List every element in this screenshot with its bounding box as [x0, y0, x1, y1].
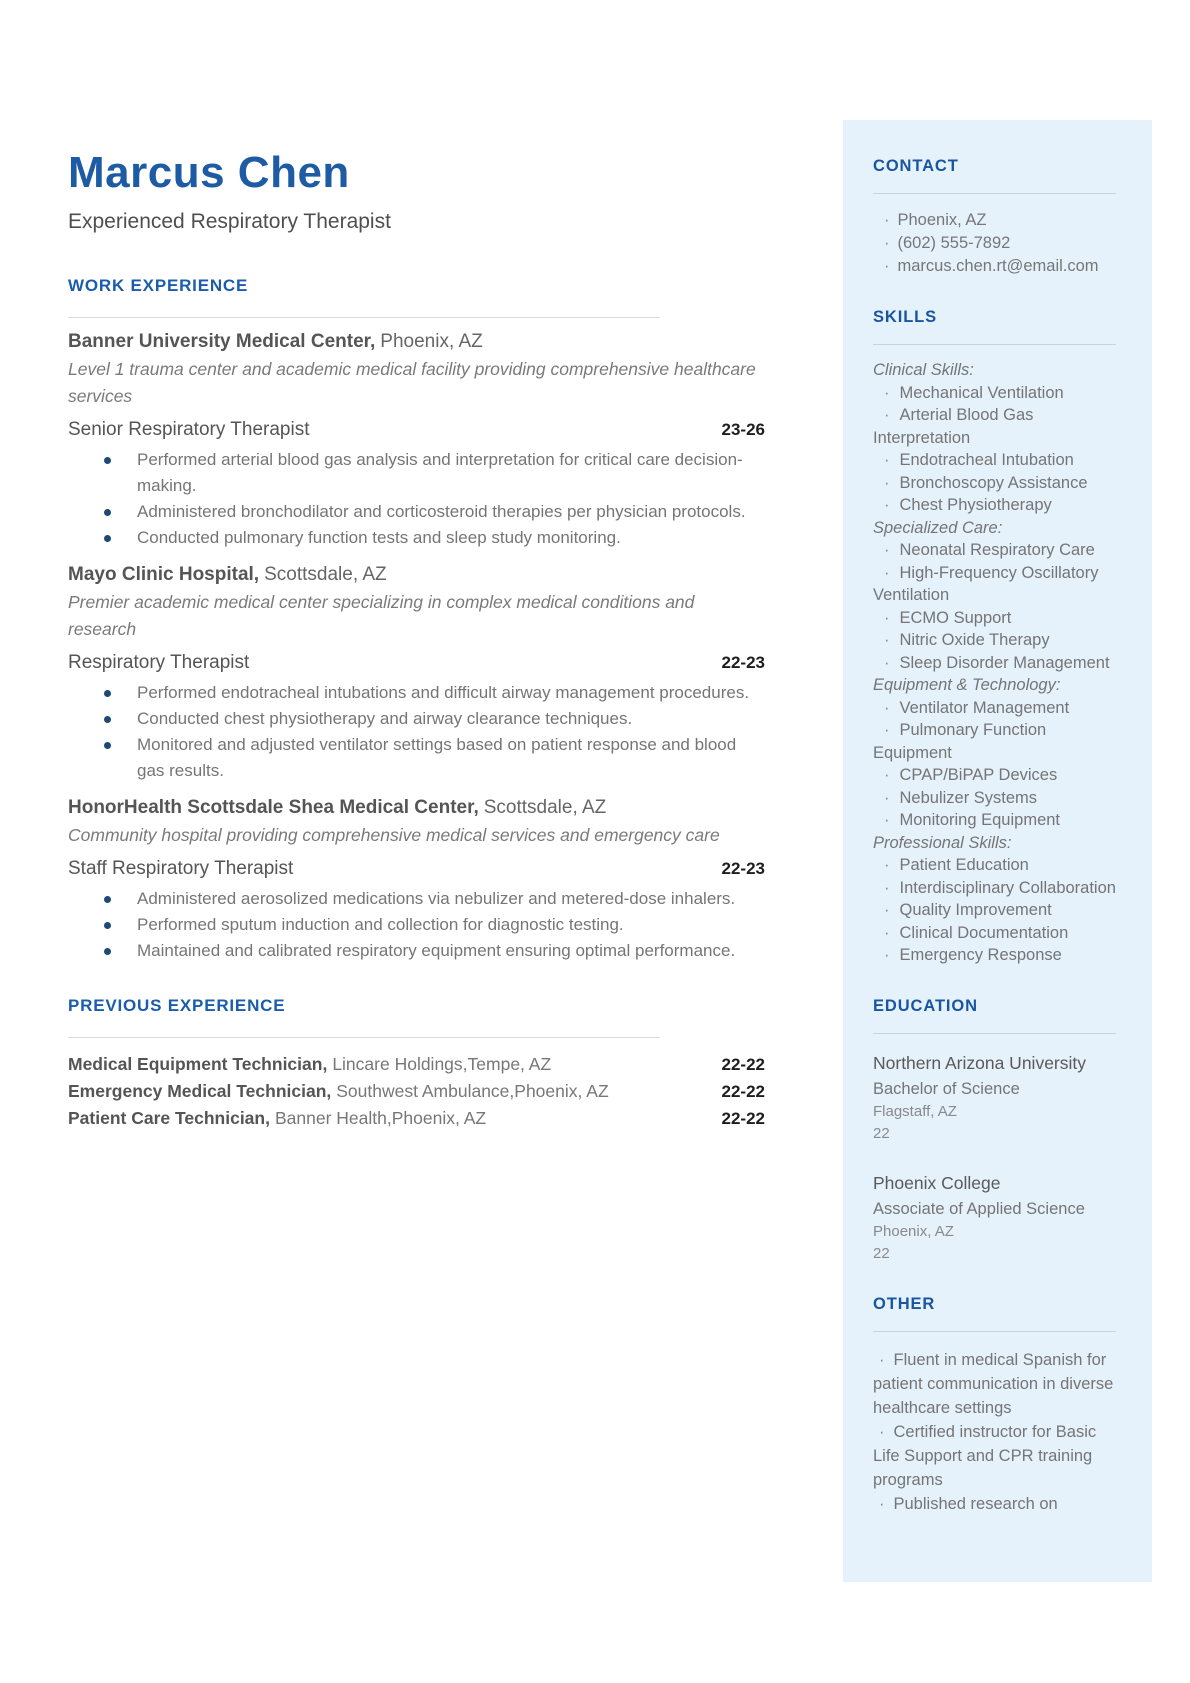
contact-location: · Phoenix, AZ	[873, 209, 1116, 232]
skill-item: · Emergency Response	[873, 944, 1116, 967]
skills-list	[873, 359, 1116, 967]
sidebar-divider	[873, 1033, 1116, 1034]
person-title: Experienced Respiratory Therapist	[68, 210, 391, 233]
skill-item: · Arterial Blood Gas Interpretation	[873, 404, 1116, 449]
job-bullet: Performed sputum induction and collection for diagnostic testing.	[68, 912, 765, 938]
other-section	[873, 1295, 1116, 1516]
contact-heading: CONTACT	[873, 157, 959, 175]
company-location: Scottsdale, AZ	[264, 564, 387, 585]
education-entry	[873, 1051, 1116, 1145]
company-name: Banner University Medical Center,	[68, 331, 376, 352]
contact-section	[873, 157, 1116, 278]
sidebar-content	[843, 120, 1152, 1516]
job-bullet-list	[68, 680, 765, 784]
company-line	[68, 329, 765, 354]
contact-list	[873, 209, 1116, 278]
prev-role: Medical Equipment Technician,	[68, 1054, 328, 1074]
prev-dates: 22-22	[721, 1055, 765, 1074]
job-bullet: Monitored and adjusted ventilator settings based on patient response and blood gas results.	[68, 732, 765, 784]
company-location: Scottsdale, AZ	[483, 797, 607, 818]
job-bullet: Performed arterial blood gas analysis and interpretation for critical care decision-making.	[68, 447, 765, 499]
skill-item: · Nebulizer Systems	[873, 787, 1116, 810]
school-name: Northern Arizona University	[873, 1052, 1086, 1073]
job-bullet: Administered bronchodilator and corticosteroid therapies per physician protocols.	[68, 499, 765, 525]
other-item: · Certified instructor for Basic Life Support and CPR training programs	[873, 1420, 1116, 1492]
job-dates: 22-23	[721, 653, 765, 672]
company-description: Premier academic medical center specializing in complex medical conditions and research	[68, 592, 695, 639]
job-bullet-list	[68, 447, 765, 551]
school-location: Flagstaff, AZ	[873, 1102, 957, 1120]
role-line	[68, 419, 765, 441]
skill-item: · Pulmonary Function Equipment	[873, 719, 1116, 764]
skill-item: · Mechanical Ventilation	[873, 382, 1116, 405]
prev-role: Emergency Medical Technician,	[68, 1081, 332, 1101]
skill-item: · Endotracheal Intubation	[873, 449, 1116, 472]
skill-item: · Nitric Oxide Therapy	[873, 629, 1116, 652]
skill-group-label: Professional Skills:	[873, 833, 1012, 852]
skill-item: · High-Frequency Oscillatory Ventilation	[873, 562, 1116, 607]
graduation-year: 22	[873, 1124, 890, 1142]
skill-item: · Sleep Disorder Management	[873, 652, 1116, 675]
other-heading: OTHER	[873, 1294, 936, 1313]
skill-item: · ECMO Support	[873, 607, 1116, 630]
contact-email: · marcus.chen.rt@email.com	[873, 255, 1116, 278]
prev-dates: 22-22	[721, 1109, 765, 1128]
skill-item: · Bronchoscopy Assistance	[873, 472, 1116, 495]
skill-item: · Clinical Documentation	[873, 922, 1116, 945]
prev-company: Southwest Ambulance,Phoenix, AZ	[336, 1081, 609, 1101]
main-column	[68, 148, 765, 1132]
previous-experience-row	[68, 1051, 765, 1078]
other-list	[873, 1348, 1116, 1516]
skill-item: · Monitoring Equipment	[873, 809, 1116, 832]
job-title: Staff Respiratory Therapist	[68, 858, 294, 879]
job-bullet-list	[68, 886, 765, 964]
company-line	[68, 795, 765, 820]
work-experience-heading: WORK EXPERIENCE	[68, 276, 249, 295]
company-name: HonorHealth Scottsdale Shea Medical Center,	[68, 797, 479, 818]
skills-heading: SKILLS	[873, 308, 938, 326]
education-section	[873, 997, 1116, 1265]
prev-dates: 22-22	[721, 1082, 765, 1101]
prev-role: Patient Care Technician,	[68, 1108, 270, 1128]
graduation-year: 22	[873, 1244, 890, 1262]
education-entry	[873, 1171, 1116, 1265]
job-title: Respiratory Therapist	[68, 652, 250, 673]
sidebar	[843, 120, 1152, 1582]
person-name: Marcus Chen	[68, 148, 350, 197]
other-item: · Published research on	[873, 1492, 1116, 1516]
school-name: Phoenix College	[873, 1172, 1001, 1193]
skill-item: · Chest Physiotherapy	[873, 494, 1116, 517]
job-bullet: Performed endotracheal intubations and difficult airway management procedures.	[68, 680, 765, 706]
school-location: Phoenix, AZ	[873, 1222, 954, 1240]
job-entry	[68, 562, 765, 784]
role-line	[68, 858, 765, 880]
previous-experience-list	[68, 1051, 765, 1132]
other-item: · Fluent in medical Spanish for patient communication in diverse healthcare settings	[873, 1348, 1116, 1420]
job-bullet: Maintained and calibrated respiratory equipment ensuring optimal performance.	[68, 938, 765, 964]
skills-section	[873, 308, 1116, 967]
skill-group-label: Equipment & Technology:	[873, 676, 1061, 694]
previous-experience-row	[68, 1078, 765, 1105]
company-line	[68, 562, 765, 587]
skill-group-label: Specialized Care:	[873, 518, 1003, 537]
company-location: Phoenix, AZ	[380, 331, 483, 352]
section-divider	[68, 317, 660, 318]
role-line	[68, 652, 765, 674]
skill-item: · Ventilator Management	[873, 697, 1116, 720]
skill-group-label: Clinical Skills:	[873, 361, 974, 379]
sidebar-divider	[873, 193, 1116, 194]
job-title: Senior Respiratory Therapist	[68, 419, 310, 440]
job-entry	[68, 329, 765, 551]
job-bullet: Administered aerosolized medications via nebulizer and metered-dose inhalers.	[68, 886, 765, 912]
skill-item: · Patient Education	[873, 854, 1116, 877]
degree: Bachelor of Science	[873, 1079, 1020, 1098]
company-description: Community hospital providing comprehensive medical services and emergency care	[68, 825, 720, 845]
prev-company: Banner Health,Phoenix, AZ	[274, 1108, 487, 1128]
skill-item: · Neonatal Respiratory Care	[873, 539, 1116, 562]
company-name: Mayo Clinic Hospital,	[68, 564, 260, 585]
contact-phone: · (602) 555-7892	[873, 232, 1116, 255]
company-description: Level 1 trauma center and academic medical facility providing comprehensive healthcare services	[68, 359, 756, 406]
education-heading: EDUCATION	[873, 996, 978, 1015]
job-bullet: Conducted chest physiotherapy and airway clearance techniques.	[68, 706, 765, 732]
section-divider	[68, 1037, 660, 1038]
previous-experience-row	[68, 1105, 765, 1132]
sidebar-divider	[873, 344, 1116, 345]
skill-item: · Quality Improvement	[873, 899, 1116, 922]
job-dates: 23-26	[721, 420, 765, 439]
prev-company: Lincare Holdings,Tempe, AZ	[332, 1054, 552, 1074]
job-dates: 22-23	[721, 859, 765, 878]
degree: Associate of Applied Science	[873, 1199, 1085, 1218]
previous-experience-heading: PREVIOUS EXPERIENCE	[68, 996, 286, 1015]
sidebar-divider	[873, 1331, 1116, 1332]
skill-item: · Interdisciplinary Collaboration	[873, 877, 1116, 900]
skill-item: · CPAP/BiPAP Devices	[873, 764, 1116, 787]
job-entry	[68, 795, 765, 964]
job-bullet: Conducted pulmonary function tests and sleep study monitoring.	[68, 525, 765, 551]
